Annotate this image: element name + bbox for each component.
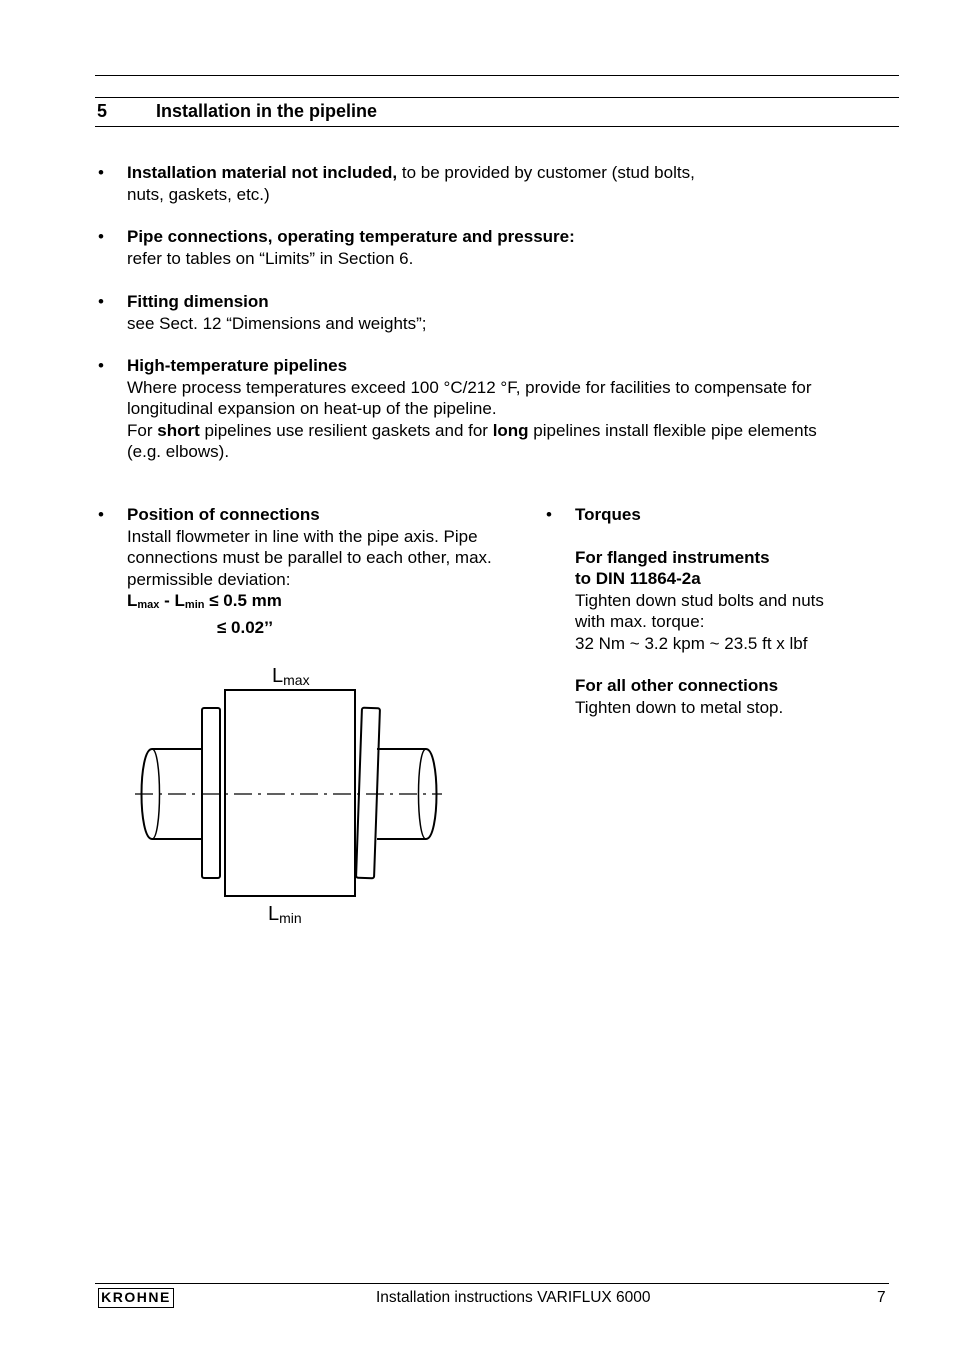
bullet-bold: Fitting dimension (127, 292, 269, 311)
footer-rule (95, 1283, 889, 1284)
bullet-torques (546, 504, 885, 718)
position-text: Install flowmeter in line with the pipe axis. Pipe (127, 526, 478, 546)
bullet-text: (e.g. elbows). (127, 442, 230, 461)
position-heading: Position of connections (127, 505, 320, 524)
bullet-dot: • (98, 292, 104, 311)
bullet-installation-material (98, 162, 695, 205)
section-heading (97, 101, 377, 123)
bullet-text: to be provided by customer (stud bolts, (397, 163, 695, 182)
torques-text: with max. torque: (575, 612, 705, 631)
footer-title: Installation instructions VARIFLUX 6000 (376, 1289, 651, 1306)
bullet-dot: • (546, 505, 552, 524)
bullet-bold: Installation material not included, (127, 163, 398, 182)
section-number: 5 (97, 101, 108, 121)
meter-body (225, 690, 355, 896)
bullet-bold: Pipe connections, operating temperature and pressure: (127, 227, 575, 246)
flange-alignment-diagram (130, 650, 450, 935)
bullet-text-2: nuts, gaskets, etc.) (127, 184, 270, 204)
deviation-formula-inch: ≤ 0.02’’ (217, 617, 273, 637)
section-rule-top (95, 97, 899, 98)
left-flange (202, 708, 220, 878)
krohne-logo: KROHNE (98, 1288, 174, 1308)
bullet-position-connections (98, 504, 527, 638)
bullet-text: Where process temperatures exceed 100 °C/212 °F, provide for facilities to compensate for (127, 377, 812, 397)
deviation-formula: $L_{max} - L_{min} \le 0.5$ mm (127, 591, 282, 611)
section-title: Installation in the pipeline (156, 101, 378, 121)
torques-text: 32 Nm ~ 3.2 kpm ~ 23.5 ft x lbf (575, 633, 808, 653)
bullet-dot: • (98, 505, 104, 524)
bullet-pipe-connections (98, 226, 575, 269)
lmin-label: Lmin (268, 903, 302, 926)
bullet-dot: • (98, 163, 104, 182)
torques-text: Tighten down to metal stop. (575, 697, 784, 717)
bullet-dot: • (98, 356, 104, 375)
bullet-high-temperature (98, 355, 887, 463)
torques-heading: Torques (575, 505, 641, 524)
torques-text: Tighten down stud bolts and nuts (575, 590, 824, 610)
lmax-label: Lmax (272, 665, 310, 688)
torques-subheading: For all other connections (575, 676, 779, 695)
top-rule (95, 75, 899, 76)
bullet-dot: • (98, 227, 104, 246)
position-text: permissible deviation: (127, 569, 291, 589)
right-flange (356, 708, 380, 879)
torques-subheading: to DIN 11864-2a (575, 569, 701, 588)
position-text: connections must be parallel to each other, max. (127, 548, 492, 567)
bullet-text: longitudinal expansion on heat-up of the pipeline. (127, 399, 497, 418)
bullet-text: see Sect. 12 “Dimensions and weights”; (127, 313, 427, 333)
left-pipe-end (152, 749, 160, 839)
page-number: 7 (877, 1289, 886, 1306)
section-rule-bottom (95, 126, 899, 127)
bullet-fitting-dimension (98, 291, 427, 334)
torques-subheading: For flanged instruments (575, 547, 770, 567)
bullet-text: For short pipelines use resilient gaskets and for long pipelines install flexible pipe elements (127, 420, 817, 440)
bullet-text: refer to tables on “Limits” in Section 6. (127, 248, 414, 268)
bullet-bold: High-temperature pipelines (127, 356, 348, 375)
